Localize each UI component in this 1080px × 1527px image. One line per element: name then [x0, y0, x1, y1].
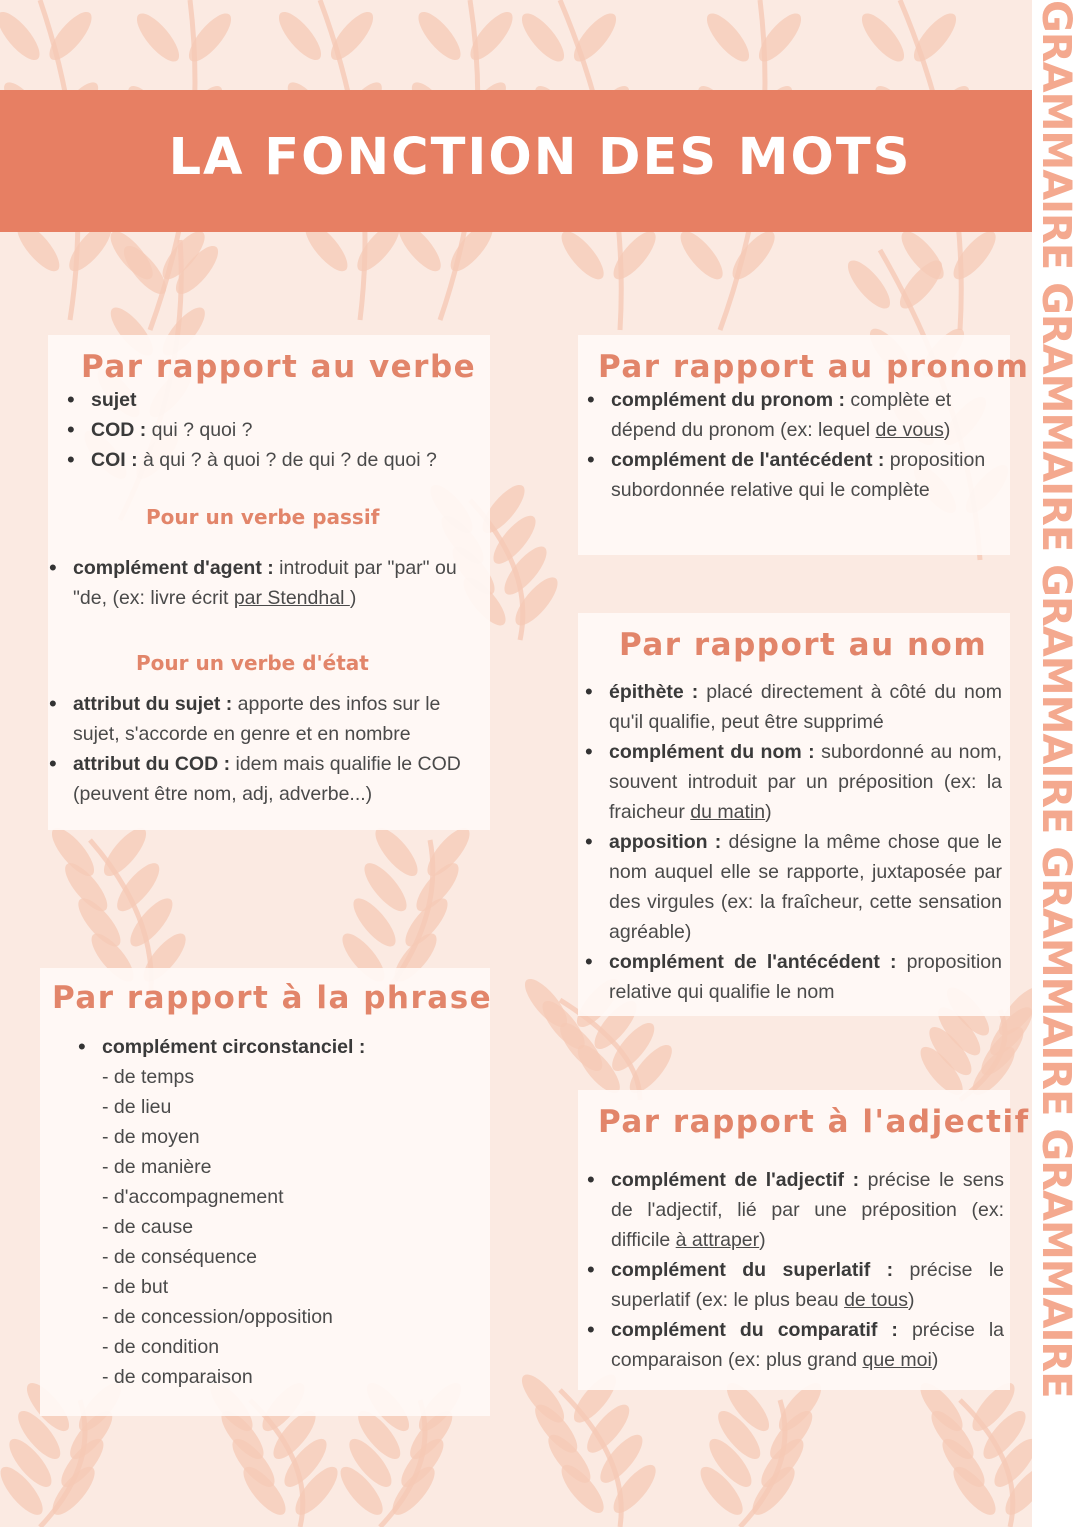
list-item: - de lieu [102, 1096, 172, 1118]
phrase-card [40, 968, 493, 1416]
list-item: • complément de l'antécédent : proposition relative qui qualifie le nom [609, 947, 1002, 1007]
side-banner-text: GRAMMAIRE GRAMMAIRE GRAMMAIRE GRAMMAIRE GRAMMAIRE [1033, 0, 1079, 1398]
list-item: • complément de l'adjectif : précise le sens de l'adjectif, lié par une préposition (ex: difficile à attraper) [611, 1165, 1004, 1255]
passif-list [73, 553, 468, 613]
list-item: - de condition [102, 1336, 220, 1358]
list-item: - de comparaison [102, 1366, 253, 1388]
adjectif-card [578, 1090, 1030, 1390]
verbe-card [48, 335, 490, 830]
circonstanciel-types-list [102, 1062, 472, 1392]
list-item: - de manière [102, 1156, 212, 1178]
side-banner [1032, 0, 1080, 1527]
list-item: • COD : qui ? quoi ? [91, 415, 486, 445]
verbe-list [91, 385, 486, 475]
list-item: • attribut du COD : idem mais qualifie le COD (peuvent être nom, adj, adverbe...) [73, 749, 468, 809]
pronom-heading: Par rapport au pronom [598, 349, 1030, 385]
list-item: - de cause [102, 1216, 194, 1238]
list-item: • COI : à qui ? à quoi ? de qui ? de quoi ? [91, 445, 486, 475]
list-item: - d'accompagnement [102, 1186, 284, 1208]
list-item: - de temps [102, 1066, 195, 1088]
list-item: • complément du comparatif : précise la comparaison (ex: plus grand que moi) [611, 1315, 1004, 1375]
list-item: • complément du nom : subordonné au nom, souvent introduit par un préposition (ex: la fraicheur du matin) [609, 737, 1002, 827]
page-title: LA FONCTION DES MOTS [168, 128, 912, 187]
title-banner [0, 90, 1032, 232]
phrase-heading: Par rapport à la phrase [52, 980, 493, 1016]
list-item: • complément d'agent : introduit par "par" ou "de, (ex: livre écrit par Stendhal ) [73, 553, 468, 613]
list-item: • complément du superlatif : précise le superlatif (ex: le plus beau de tous) [611, 1255, 1004, 1315]
etat-list [73, 689, 468, 809]
list-item: • complément circonstanciel : [102, 1032, 472, 1062]
list-item: • sujet [91, 385, 486, 415]
list-item: • attribut du sujet : apporte des infos sur le sujet, s'accorde en genre et en nombre [73, 689, 468, 749]
list-item: • complément de l'antécédent : proposition subordonnée relative qui le complète [611, 445, 986, 505]
pronom-card [578, 335, 1030, 555]
adjectif-heading: Par rapport à l'adjectif [598, 1104, 1030, 1140]
list-item: • apposition : désigne la même chose que le nom auquel elle se rapporte, juxtaposée par des virgules (ex: la fraîcheur, cette sensation agréable) [609, 827, 1002, 947]
etat-subheading: Pour un verbe d'état [136, 651, 369, 675]
list-item: - de conséquence [102, 1246, 258, 1268]
pronom-list [611, 385, 986, 505]
adjectif-list [611, 1165, 1004, 1375]
list-item: • complément du pronom : complète et dépend du pronom (ex: lequel de vous) [611, 385, 986, 445]
list-item: - de concession/opposition [102, 1306, 333, 1328]
passif-subheading: Pour un verbe passif [146, 505, 380, 529]
list-item: • épithète : placé directement à côté du nom qu'il qualifie, peut être supprimé [609, 677, 1002, 737]
list-item: - de but [102, 1276, 169, 1298]
verbe-heading: Par rapport au verbe [81, 349, 477, 385]
nom-card [578, 613, 1010, 1016]
nom-heading: Par rapport au nom [619, 627, 988, 663]
phrase-list [102, 1032, 472, 1062]
list-item: - de moyen [102, 1126, 200, 1148]
nom-list [609, 677, 1002, 1007]
